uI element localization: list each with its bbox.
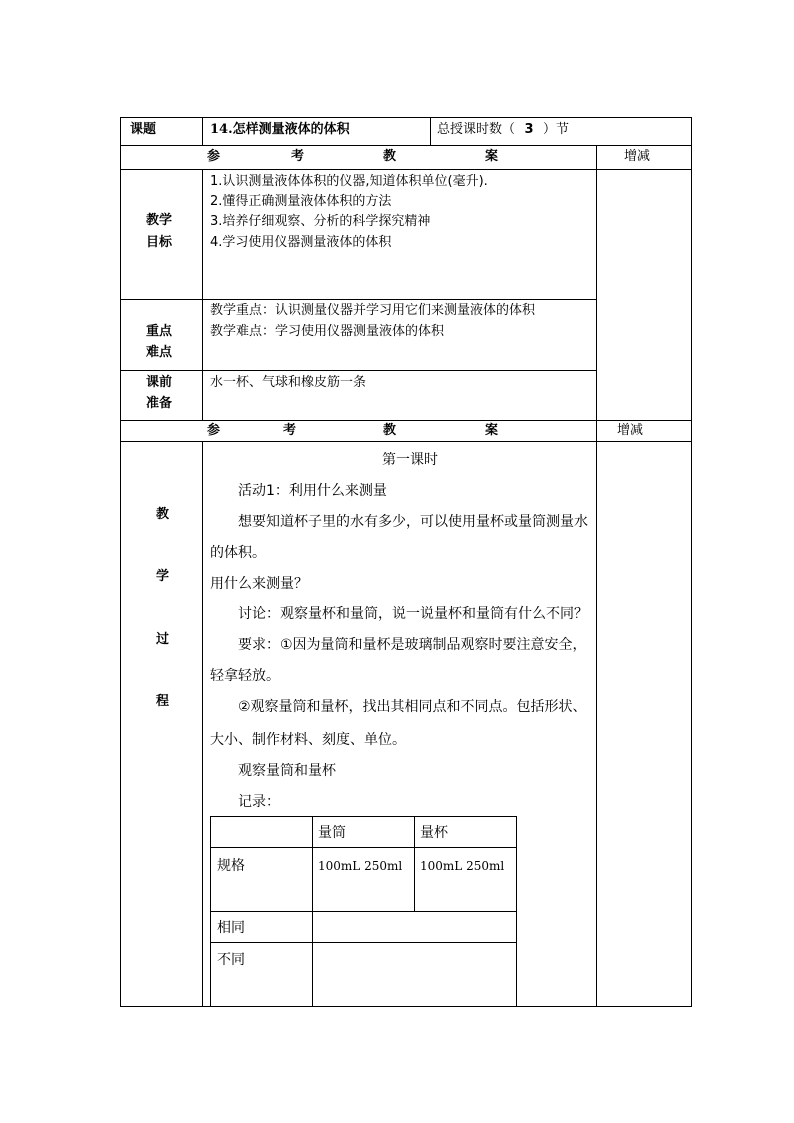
paragraph-line: 要求：①因为量筒和量杯是玻璃制品观察时要注意安全，: [238, 637, 587, 653]
row-divider: [120, 169, 692, 170]
key-points-label: 重点: [146, 324, 173, 339]
paragraph-line: 的体积。: [210, 545, 266, 561]
key-point-item: 教学难点：学习使用仪器测量液体的体积: [210, 324, 445, 339]
row-divider: [120, 299, 596, 300]
topic-title: 14.怎样测量液体的体积: [210, 122, 350, 137]
process-label-char: 学: [156, 569, 170, 584]
objectives-label: 目标: [146, 235, 173, 250]
adjust-label: 增减: [624, 149, 651, 164]
paragraph-line: 大小、制作材料、刻度、单位。: [210, 732, 406, 748]
row-divider: [120, 370, 596, 371]
paragraph-line: 想要知道杯子里的水有多少，可以使用量杯或量筒测量水: [238, 514, 588, 530]
row-divider: [120, 441, 692, 442]
section-header-char: 案: [485, 423, 499, 438]
process-label-char: 过: [156, 632, 170, 647]
record-row-label: 不同: [217, 952, 245, 968]
col-divider: [202, 169, 203, 420]
paragraph-line: 用什么来测量？: [210, 576, 308, 592]
objective-item: 1.认识测量液体体积的仪器,知道体积单位(毫升).: [210, 174, 488, 189]
hours-prefix: 总授课时数（: [437, 122, 516, 137]
col-divider: [202, 441, 203, 1007]
hours-value: 3: [524, 122, 534, 137]
record-row-divider: [210, 847, 517, 848]
key-points-label: 难点: [146, 345, 173, 360]
paragraph-line: 观察量筒和量杯: [238, 763, 336, 779]
paragraph-line: 记录：: [238, 794, 280, 810]
section-header-char: 案: [485, 149, 499, 164]
paragraph-line: 轻拿轻放。: [210, 668, 280, 684]
objectives-label: 教学: [146, 213, 173, 228]
record-row-divider: [210, 911, 517, 912]
col-divider: [596, 441, 597, 1007]
section-header-char: 参: [207, 423, 221, 438]
record-row-label: 相同: [217, 920, 245, 936]
lesson-title: 第一课时: [382, 452, 438, 468]
activity-title: 活动1：利用什么来测量: [238, 483, 387, 499]
process-label-char: 程: [156, 694, 170, 709]
record-row-label: 规格: [217, 858, 245, 874]
key-point-item: 教学重点：认识测量仪器并学习用它们来测量液体的体积: [210, 303, 536, 318]
paragraph-line: 讨论：观察量杯和量筒，说一说量杯和量筒有什么不同？: [238, 606, 588, 622]
preparation-label: 课前: [146, 375, 173, 390]
objective-item: 4.学习使用仪器测量液体的体积: [210, 235, 392, 250]
preparation-label: 准备: [146, 396, 173, 411]
record-cell: 100mL 250ml: [318, 859, 403, 873]
section-header-char: 参: [207, 149, 221, 164]
section-header-char: 教: [383, 423, 397, 438]
record-col-divider: [414, 816, 415, 911]
record-cell: 100mL 250ml: [420, 859, 505, 873]
section-header-char: 考: [291, 149, 305, 164]
section-header-char: 教: [383, 149, 397, 164]
hours-suffix: ）节: [543, 122, 570, 137]
process-label-char: 教: [156, 507, 170, 522]
objective-item: 2.懂得正确测量液体体积的方法: [210, 194, 392, 209]
row-divider: [120, 420, 692, 421]
record-row-divider: [210, 942, 517, 943]
record-col-header: 量筒: [318, 825, 346, 841]
record-col-header: 量杯: [420, 825, 448, 841]
paragraph-line: ②观察量筒和量杯，找出其相同点和不同点。包括形状、: [238, 699, 587, 715]
col-divider: [202, 117, 203, 145]
section-header-char: 考: [283, 423, 297, 438]
topic-label: 课题: [130, 122, 157, 137]
total-hours: [437, 121, 569, 139]
col-divider: [596, 145, 597, 441]
col-divider: [430, 117, 431, 145]
row-divider: [120, 145, 692, 146]
adjust-label: 增减: [617, 423, 644, 438]
objective-item: 3.培养仔细观察、分析的科学探究精神: [210, 214, 431, 229]
record-col-divider: [312, 816, 313, 1007]
preparation-text: 水一杯、气球和橡皮筋一条: [210, 375, 367, 390]
